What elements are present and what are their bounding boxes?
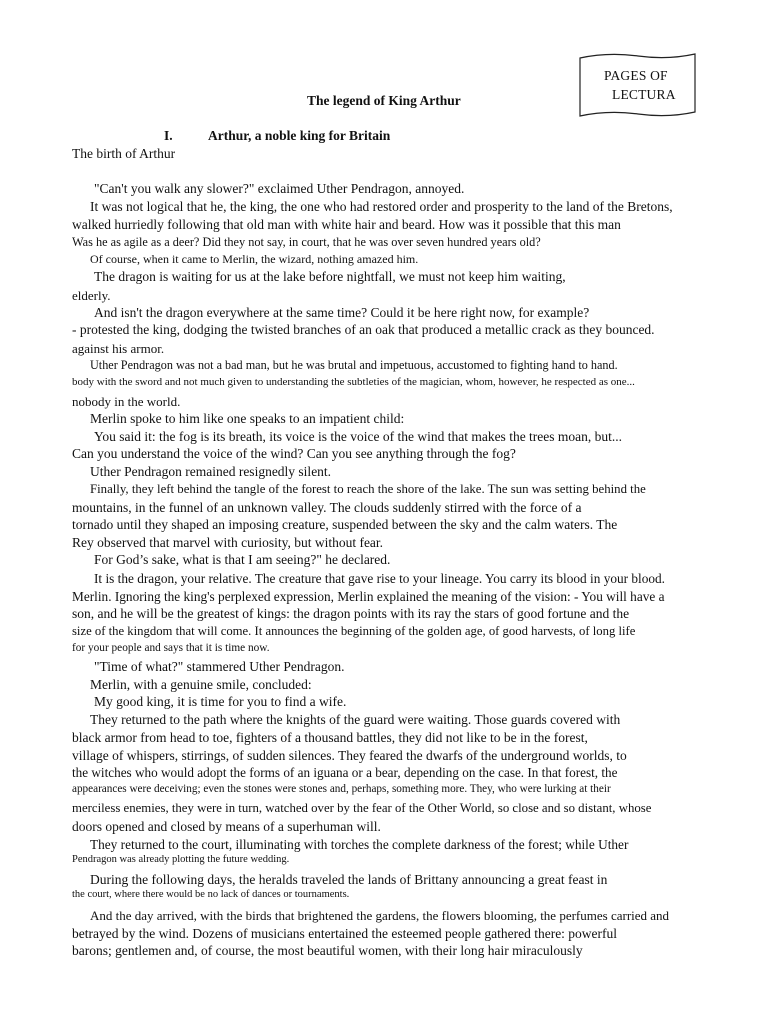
text-line: They returned to the court, illuminating with torches the complete darkness of the forest; while Uther (90, 837, 629, 852)
text-line: merciless enemies, they were in turn, watched over by the fear of the Other World, so close and so distant, whose (72, 801, 652, 815)
section-number: I. (164, 128, 173, 143)
text-line: black armor from head to toe, fighters of a thousand battles, they did not like to be in the forest, (72, 730, 588, 745)
text-line: You said it: the fog is its breath, its voice is the voice of the wind that makes the trees moan, but... (94, 429, 623, 444)
text-line: betrayed by the wind. Dozens of musicians entertained the esteemed people gathered there: powerful (72, 926, 618, 941)
scroll-banner-icon (578, 50, 698, 122)
text-line: Uther Pendragon remained resignedly silent. (90, 464, 332, 479)
text-line: tornado until they shaped an imposing creature, suspended between the sky and the calm waters. The (72, 517, 618, 532)
text-line: the court, where there would be no lack of dances or tournaments. (72, 889, 350, 900)
text-line: And isn't the dragon everywhere at the same time? Could it be here right now, for example? (94, 305, 590, 320)
text-line: My good king, it is time for you to find a wife. (94, 694, 347, 709)
text-line: Rey observed that marvel with curiosity, but without fear. (72, 535, 384, 550)
text-line: It is the dragon, your relative. The creature that gave rise to your lineage. You carry its blood in your blood. (94, 571, 665, 586)
pages-of-lectura-badge (578, 50, 698, 122)
document-title: The legend of King Arthur (307, 93, 461, 108)
text-line: against his armor. (72, 341, 165, 356)
chapter-subtitle: The birth of Arthur (72, 146, 176, 161)
text-line: Was he as agile as a deer? Did they not say, in court, that he was over seven hundred years old? (72, 235, 541, 249)
text-line: village of whispers, stirrings, of sudden silences. They feared the dwarfs of the underground worlds, to (72, 748, 627, 763)
text-line: the witches who would adopt the forms of an iguana or a bear, depending on the case. In that forest, the (72, 765, 618, 780)
text-line: - protested the king, dodging the twisted branches of an oak that produced a metallic crack as they bounced. (72, 322, 655, 337)
text-line: doors opened and closed by means of a superhuman will. (72, 819, 381, 834)
text-line: During the following days, the heralds traveled the lands of Brittany announcing a great feast in (90, 872, 608, 887)
text-line: elderly. (72, 288, 111, 303)
text-line: mountains, in the funnel of an unknown valley. The clouds suddenly stirred with the force of a (72, 500, 582, 515)
text-line: Of course, when it came to Merlin, the wizard, nothing amazed him. (90, 252, 419, 266)
text-line: Merlin. Ignoring the king's perplexed expression, Merlin explained the meaning of the vision: - You will have a (72, 589, 665, 604)
section-title: Arthur, a noble king for Britain (208, 128, 391, 143)
text-line: It was not logical that he, the king, the one who had restored order and prosperity to the land of the Bretons, (90, 199, 673, 214)
text-line: barons; gentlemen and, of course, the most beautiful women, with their long hair miraculously (72, 943, 583, 958)
text-line: Can you understand the voice of the wind? Can you see anything through the fog? (72, 446, 516, 461)
text-line: "Time of what?" stammered Uther Pendragon. (94, 659, 345, 674)
text-line: body with the sword and not much given to understanding the subtleties of the magician, whom, however, he respected as one... (72, 376, 635, 388)
text-line: Merlin spoke to him like one speaks to an impatient child: (90, 411, 405, 426)
text-line: Merlin, with a genuine smile, concluded: (90, 677, 312, 692)
text-line: "Can't you walk any slower?" exclaimed Uther Pendragon, annoyed. (94, 181, 465, 196)
text-line: for your people and says that it is time now. (72, 642, 270, 654)
text-line: And the day arrived, with the birds that brightened the gardens, the flowers blooming, the perfumes carried and (90, 908, 670, 923)
text-line: Pendragon was already plotting the future wedding. (72, 854, 290, 865)
text-line: The dragon is waiting for us at the lake before nightfall, we must not keep him waiting, (94, 269, 566, 284)
text-line: nobody in the world. (72, 394, 181, 409)
text-line: For God’s sake, what is that I am seeing?" he declared. (94, 552, 391, 567)
text-line: Uther Pendragon was not a bad man, but he was brutal and impetuous, accustomed to fighting hand to hand. (90, 358, 618, 372)
badge-line-2: LECTURA (612, 87, 676, 102)
text-line: size of the kingdom that will come. It announces the beginning of the golden age, of good harvests, of long life (72, 624, 636, 638)
text-line: walked hurriedly following that old man with white hair and beard. How was it possible that this man (72, 217, 621, 232)
text-line: appearances were deceiving; even the stones were stones and, perhaps, something more. They, who were lurking at their (72, 783, 611, 795)
text-line: Finally, they left behind the tangle of the forest to reach the shore of the lake. The sun was setting behind the (90, 482, 646, 496)
badge-line-1: PAGES OF (604, 68, 668, 83)
text-line: They returned to the path where the knights of the guard were waiting. Those guards covered with (90, 712, 621, 727)
text-line: son, and he will be the greatest of kings: the dragon points with its ray the stars of good fortune and the (72, 606, 630, 621)
